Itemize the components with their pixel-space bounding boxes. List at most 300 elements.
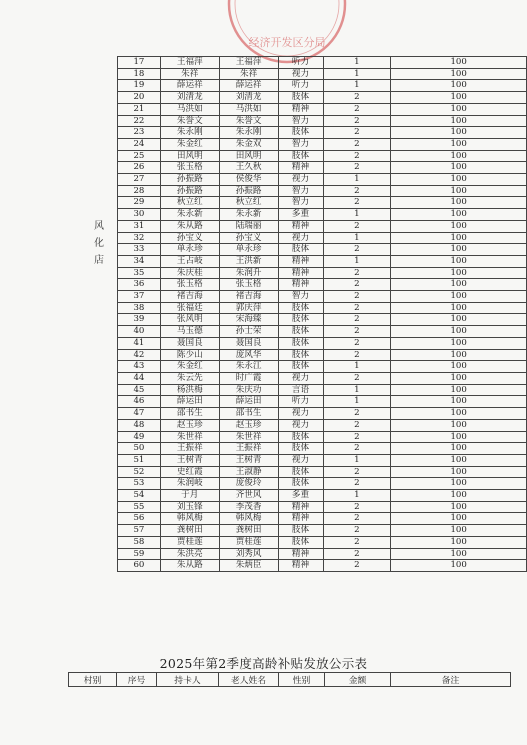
person-name: 庞俊玲 [219, 478, 278, 490]
disability-level: 2 [323, 291, 391, 303]
row-number: 27 [118, 174, 161, 186]
disability-type: 听力 [278, 80, 323, 92]
person-name: 褚吉海 [219, 291, 278, 303]
disability-type: 精神 [278, 255, 323, 267]
person-name: 郭庆萍 [219, 302, 278, 314]
amount: 100 [391, 209, 527, 221]
row-number: 57 [118, 525, 161, 537]
disability-type: 多重 [278, 490, 323, 502]
amount: 100 [391, 115, 527, 127]
table-row [118, 232, 527, 244]
person-name: 邵书生 [219, 408, 278, 420]
amount: 100 [391, 431, 527, 443]
person-name: 宋海臻 [219, 314, 278, 326]
card-holder: 邵书生 [160, 408, 219, 420]
person-name: 李茂香 [219, 501, 278, 513]
person-name: 王久秋 [219, 162, 278, 174]
disability-type: 智力 [278, 185, 323, 197]
table-row [118, 454, 527, 466]
disability-type: 肢体 [278, 92, 323, 104]
disability-type: 智力 [278, 115, 323, 127]
amount: 100 [391, 326, 527, 338]
amount: 100 [391, 279, 527, 291]
row-number: 23 [118, 127, 161, 139]
header-cell: 持卡人 [157, 673, 219, 687]
disability-level: 2 [323, 326, 391, 338]
row-number: 18 [118, 68, 161, 80]
person-name: 陆瑞丽 [219, 220, 278, 232]
card-holder: 陈少山 [160, 349, 219, 361]
table-row [118, 560, 527, 572]
card-holder: 王树青 [160, 454, 219, 466]
table-row [118, 291, 527, 303]
amount: 100 [391, 80, 527, 92]
table-row [118, 92, 527, 104]
amount: 100 [391, 291, 527, 303]
amount: 100 [391, 314, 527, 326]
amount: 100 [391, 57, 527, 69]
amount: 100 [391, 384, 527, 396]
disability-level: 2 [323, 560, 391, 572]
card-holder: 朱金红 [160, 138, 219, 150]
card-holder: 史红霞 [160, 466, 219, 478]
table-row [118, 513, 527, 525]
table-row [118, 197, 527, 209]
person-name: 王淑静 [219, 466, 278, 478]
disability-type: 肢体 [278, 150, 323, 162]
village-label: 风化店 [94, 221, 104, 266]
disability-level: 1 [323, 361, 391, 373]
row-number: 51 [118, 454, 161, 466]
amount: 100 [391, 162, 527, 174]
table-row [118, 80, 527, 92]
disability-level: 2 [323, 115, 391, 127]
disability-level: 2 [323, 150, 391, 162]
row-number: 59 [118, 548, 161, 560]
disability-type: 肢体 [278, 466, 323, 478]
svg-text:经济开发区分局: 经济开发区分局 [248, 36, 326, 49]
next-table-title: 2025年第2季度高龄补贴发放公示表 [159, 656, 368, 671]
table-row [118, 525, 527, 537]
disability-level: 2 [323, 548, 391, 560]
row-number: 21 [118, 103, 161, 115]
disability-type: 视力 [278, 372, 323, 384]
header-cell: 备注 [391, 673, 511, 687]
row-number: 47 [118, 408, 161, 420]
disability-type: 肢体 [278, 431, 323, 443]
header-cell: 性别 [279, 673, 325, 687]
person-name: 朱永江 [219, 361, 278, 373]
disability-level: 2 [323, 302, 391, 314]
card-holder: 王福萍 [160, 57, 219, 69]
row-number: 19 [118, 80, 161, 92]
disability-type: 智力 [278, 197, 323, 209]
row-number: 41 [118, 337, 161, 349]
amount: 100 [391, 372, 527, 384]
amount: 100 [391, 349, 527, 361]
person-name: 薛运田 [219, 396, 278, 408]
disability-level: 2 [323, 337, 391, 349]
card-holder: 杨洪梅 [160, 384, 219, 396]
disability-type: 肢体 [278, 337, 323, 349]
card-holder: 张玉格 [160, 279, 219, 291]
table-row [118, 162, 527, 174]
disability-type: 精神 [278, 279, 323, 291]
row-number: 48 [118, 419, 161, 431]
person-name: 孙振路 [219, 185, 278, 197]
person-name: 贾桂莲 [219, 536, 278, 548]
disability-level: 1 [323, 255, 391, 267]
table-row [118, 314, 527, 326]
person-name: 侯俊华 [219, 174, 278, 186]
card-holder: 薛运祥 [160, 80, 219, 92]
disability-level: 1 [323, 232, 391, 244]
person-name: 孙士荣 [219, 326, 278, 338]
person-name: 孙宝义 [219, 232, 278, 244]
card-holder: 王占岐 [160, 255, 219, 267]
disability-level: 2 [323, 349, 391, 361]
card-holder: 朱庆桂 [160, 267, 219, 279]
row-number: 24 [118, 138, 161, 150]
header-cell: 老人姓名 [219, 673, 279, 687]
amount: 100 [391, 501, 527, 513]
person-name: 田风明 [219, 150, 278, 162]
disability-level: 2 [323, 279, 391, 291]
row-number: 56 [118, 513, 161, 525]
disability-level: 2 [323, 431, 391, 443]
table-row [118, 174, 527, 186]
table-row [118, 127, 527, 139]
table-row [118, 267, 527, 279]
row-number: 29 [118, 197, 161, 209]
disability-type: 视力 [278, 68, 323, 80]
person-name: 马洪如 [219, 103, 278, 115]
card-holder: 朱从路 [160, 560, 219, 572]
disability-level: 2 [323, 314, 391, 326]
person-name: 薛运祥 [219, 80, 278, 92]
table-row [118, 466, 527, 478]
row-number: 20 [118, 92, 161, 104]
disability-type: 肢体 [278, 127, 323, 139]
person-name: 聂国良 [219, 337, 278, 349]
amount: 100 [391, 174, 527, 186]
amount: 100 [391, 150, 527, 162]
disability-type: 视力 [278, 419, 323, 431]
disability-type: 视力 [278, 408, 323, 420]
disability-level: 2 [323, 162, 391, 174]
next-table-header-row [69, 673, 511, 687]
person-name: 朱誉文 [219, 115, 278, 127]
card-holder: 王振祥 [160, 443, 219, 455]
next-table-header [68, 672, 511, 687]
disability-type: 肢体 [278, 536, 323, 548]
table-row [118, 337, 527, 349]
disability-level: 1 [323, 80, 391, 92]
card-holder: 张风明 [160, 314, 219, 326]
disability-level: 1 [323, 396, 391, 408]
table-row [118, 548, 527, 560]
disability-type: 肢体 [278, 314, 323, 326]
row-number: 42 [118, 349, 161, 361]
card-holder: 于月 [160, 490, 219, 502]
table-row [118, 57, 527, 69]
disability-type: 精神 [278, 220, 323, 232]
card-holder: 朱永刚 [160, 127, 219, 139]
person-name: 朱金双 [219, 138, 278, 150]
disability-type: 智力 [278, 291, 323, 303]
person-name: 赵玉珍 [219, 419, 278, 431]
disability-type: 听力 [278, 396, 323, 408]
disability-level: 2 [323, 501, 391, 513]
disability-type: 精神 [278, 267, 323, 279]
row-number: 36 [118, 279, 161, 291]
row-number: 28 [118, 185, 161, 197]
person-name: 王树青 [219, 454, 278, 466]
person-name: 齐世风 [219, 490, 278, 502]
amount: 100 [391, 68, 527, 80]
card-holder: 田风明 [160, 150, 219, 162]
card-holder: 朱世祥 [160, 431, 219, 443]
row-number: 54 [118, 490, 161, 502]
card-holder: 朱洪亮 [160, 548, 219, 560]
table-row [118, 384, 527, 396]
disability-type: 肢体 [278, 244, 323, 256]
table-row [118, 419, 527, 431]
disability-type: 肢体 [278, 361, 323, 373]
person-name: 时广霞 [219, 372, 278, 384]
disability-level: 1 [323, 490, 391, 502]
disability-type: 视力 [278, 174, 323, 186]
card-holder: 朱从路 [160, 220, 219, 232]
table-row [118, 302, 527, 314]
card-holder: 刘玉锋 [160, 501, 219, 513]
card-holder: 贾桂莲 [160, 536, 219, 548]
disability-type: 视力 [278, 454, 323, 466]
disability-type: 精神 [278, 548, 323, 560]
card-holder: 孙宝义 [160, 232, 219, 244]
table-row [118, 490, 527, 502]
table-row [118, 349, 527, 361]
disability-level: 1 [323, 384, 391, 396]
person-name: 刘清龙 [219, 92, 278, 104]
amount: 100 [391, 478, 527, 490]
amount: 100 [391, 560, 527, 572]
disability-type: 多重 [278, 209, 323, 221]
card-holder: 朱云先 [160, 372, 219, 384]
table-row [118, 68, 527, 80]
disability-level: 2 [323, 220, 391, 232]
amount: 100 [391, 443, 527, 455]
person-name: 秋立红 [219, 197, 278, 209]
person-name: 单永珍 [219, 244, 278, 256]
person-name: 朱祥 [219, 68, 278, 80]
row-number: 58 [118, 536, 161, 548]
disability-type: 肢体 [278, 326, 323, 338]
table-row [118, 396, 527, 408]
card-holder: 龚树田 [160, 525, 219, 537]
row-number: 50 [118, 443, 161, 455]
card-holder: 孙振路 [160, 174, 219, 186]
person-name: 朱永刚 [219, 127, 278, 139]
card-holder: 马玉德 [160, 326, 219, 338]
row-number: 43 [118, 361, 161, 373]
disability-level: 1 [323, 68, 391, 80]
row-number: 34 [118, 255, 161, 267]
table-row [118, 185, 527, 197]
table-row [118, 244, 527, 256]
table-row [118, 115, 527, 127]
amount: 100 [391, 548, 527, 560]
disability-level: 2 [323, 478, 391, 490]
disability-type: 肢体 [278, 525, 323, 537]
disability-type: 智力 [278, 138, 323, 150]
person-name: 张玉格 [219, 279, 278, 291]
amount: 100 [391, 525, 527, 537]
table-row [118, 431, 527, 443]
amount: 100 [391, 220, 527, 232]
disability-level: 2 [323, 525, 391, 537]
amount: 100 [391, 127, 527, 139]
disability-type: 肢体 [278, 349, 323, 361]
amount: 100 [391, 337, 527, 349]
disability-type: 视力 [278, 232, 323, 244]
card-holder: 张玉格 [160, 162, 219, 174]
table-row [118, 478, 527, 490]
disability-level: 2 [323, 443, 391, 455]
person-name: 朱炳臣 [219, 560, 278, 572]
disability-level: 1 [323, 454, 391, 466]
card-holder: 朱金红 [160, 361, 219, 373]
subsidy-table-body [118, 57, 527, 572]
header-cell: 金额 [325, 673, 391, 687]
card-holder: 薛运田 [160, 396, 219, 408]
disability-level: 2 [323, 408, 391, 420]
disability-level: 2 [323, 466, 391, 478]
disability-type: 肢体 [278, 478, 323, 490]
row-number: 60 [118, 560, 161, 572]
person-name: 朱世祥 [219, 431, 278, 443]
card-holder: 张福廷 [160, 302, 219, 314]
row-number: 33 [118, 244, 161, 256]
row-number: 30 [118, 209, 161, 221]
card-holder: 朱祥 [160, 68, 219, 80]
row-number: 46 [118, 396, 161, 408]
row-number: 17 [118, 57, 161, 69]
disability-type: 精神 [278, 513, 323, 525]
row-number: 40 [118, 326, 161, 338]
row-number: 37 [118, 291, 161, 303]
table-row [118, 138, 527, 150]
card-holder: 秋立红 [160, 197, 219, 209]
card-holder: 赵玉珍 [160, 419, 219, 431]
disability-level: 2 [323, 267, 391, 279]
disability-level: 2 [323, 513, 391, 525]
person-name: 王福萍 [219, 57, 278, 69]
amount: 100 [391, 138, 527, 150]
card-holder: 马洪如 [160, 103, 219, 115]
card-holder: 聂国良 [160, 337, 219, 349]
amount: 100 [391, 232, 527, 244]
amount: 100 [391, 490, 527, 502]
disability-level: 2 [323, 419, 391, 431]
table-row [118, 209, 527, 221]
table-row [118, 361, 527, 373]
card-holder: 单永珍 [160, 244, 219, 256]
header-cell: 村别 [69, 673, 117, 687]
disability-level: 2 [323, 244, 391, 256]
disability-type: 听力 [278, 57, 323, 69]
row-number: 35 [118, 267, 161, 279]
person-name: 朱永新 [219, 209, 278, 221]
amount: 100 [391, 408, 527, 420]
disability-level: 2 [323, 185, 391, 197]
row-number: 39 [118, 314, 161, 326]
disability-level: 1 [323, 174, 391, 186]
row-number: 26 [118, 162, 161, 174]
table-row [118, 220, 527, 232]
row-number: 49 [118, 431, 161, 443]
person-name: 朱润升 [219, 267, 278, 279]
row-number: 38 [118, 302, 161, 314]
disability-level: 2 [323, 127, 391, 139]
amount: 100 [391, 361, 527, 373]
disability-level: 2 [323, 92, 391, 104]
amount: 100 [391, 466, 527, 478]
amount: 100 [391, 513, 527, 525]
amount: 100 [391, 454, 527, 466]
disability-level: 2 [323, 138, 391, 150]
disability-type: 精神 [278, 560, 323, 572]
disability-type: 精神 [278, 162, 323, 174]
subsidy-table [117, 56, 527, 572]
disability-level: 2 [323, 536, 391, 548]
person-name: 朱庆功 [219, 384, 278, 396]
amount: 100 [391, 197, 527, 209]
card-holder: 朱誉文 [160, 115, 219, 127]
card-holder: 韩风梅 [160, 513, 219, 525]
card-holder: 朱永新 [160, 209, 219, 221]
amount: 100 [391, 302, 527, 314]
amount: 100 [391, 396, 527, 408]
table-row [118, 501, 527, 513]
amount: 100 [391, 185, 527, 197]
disability-type: 肢体 [278, 302, 323, 314]
disability-type: 肢体 [278, 443, 323, 455]
row-number: 45 [118, 384, 161, 396]
table-row [118, 536, 527, 548]
disability-level: 1 [323, 209, 391, 221]
amount: 100 [391, 536, 527, 548]
table-row [118, 103, 527, 115]
amount: 100 [391, 244, 527, 256]
table-row [118, 443, 527, 455]
disability-level: 2 [323, 197, 391, 209]
disability-type: 精神 [278, 103, 323, 115]
amount: 100 [391, 267, 527, 279]
row-number: 31 [118, 220, 161, 232]
disability-level: 2 [323, 103, 391, 115]
table-row [118, 372, 527, 384]
amount: 100 [391, 419, 527, 431]
row-number: 44 [118, 372, 161, 384]
table-row [118, 255, 527, 267]
disability-level: 2 [323, 372, 391, 384]
person-name: 龚树田 [219, 525, 278, 537]
row-number: 22 [118, 115, 161, 127]
table-row [118, 326, 527, 338]
amount: 100 [391, 255, 527, 267]
card-holder: 刘清龙 [160, 92, 219, 104]
